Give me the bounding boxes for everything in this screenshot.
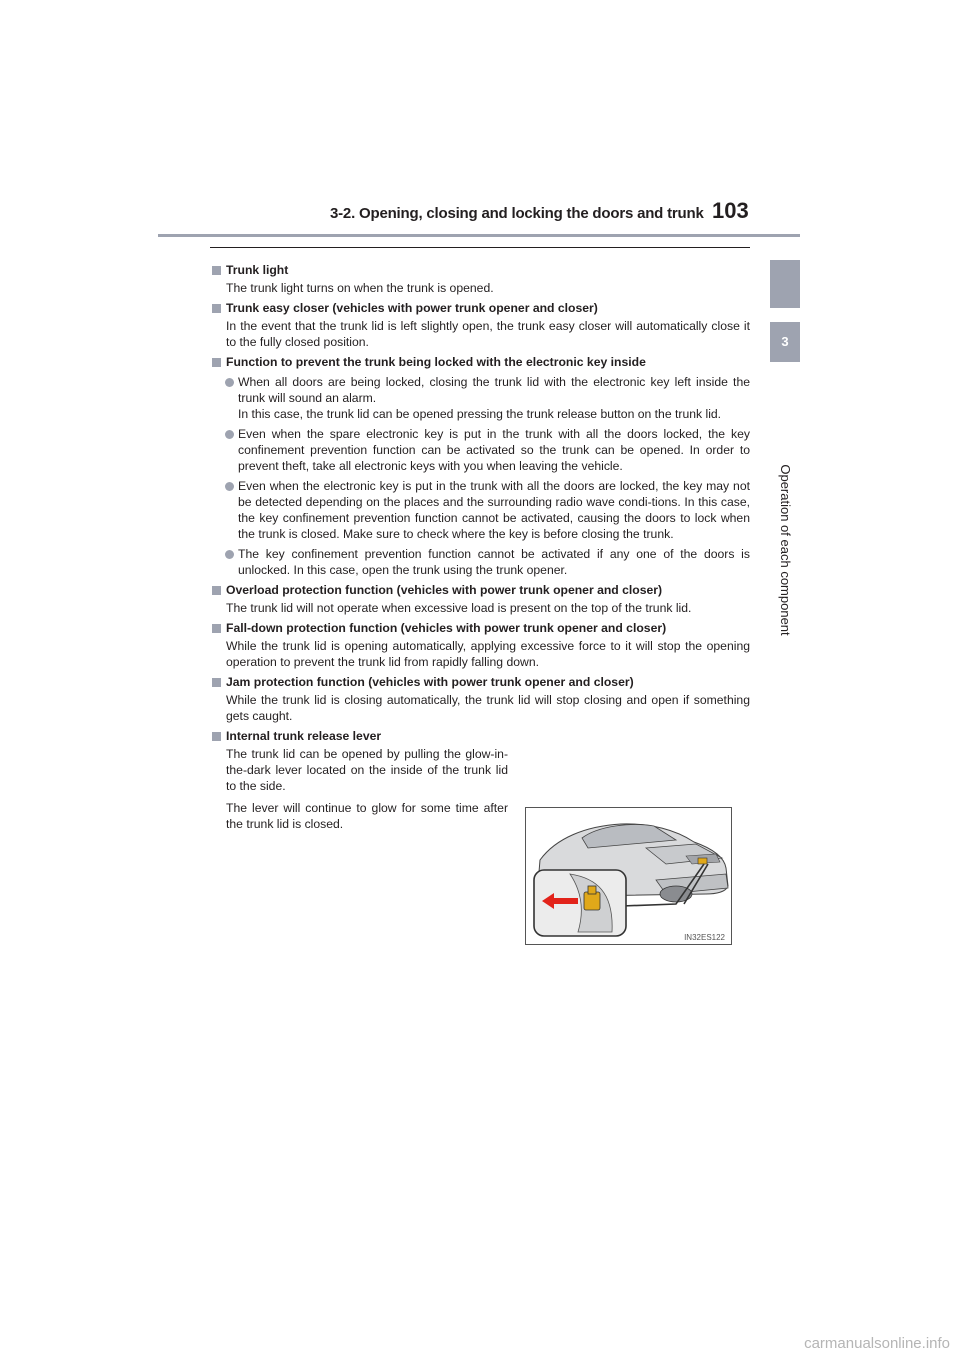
round-bullet-icon [225, 378, 234, 387]
para-fall-down: While the trunk lid is opening automatically, applying excessive force to it will stop the opening operation to prevent the trunk lid from rapidly falling down. [226, 639, 750, 669]
side-tab-label-box [770, 370, 800, 730]
round-bullet-icon [225, 430, 234, 439]
square-bullet-icon [212, 358, 221, 367]
heading-fall-down [212, 620, 750, 636]
round-bullet-icon [225, 482, 234, 491]
para-jam: While the trunk lid is closing automatically, the trunk lid will stop closing and open if something gets caught. [226, 693, 750, 723]
internal-release-text [226, 746, 508, 838]
para-easy-closer: In the event that the trunk lid is left slightly open, the trunk easy closer will automatically close it to the fully closed position. [226, 319, 750, 349]
bullet-text: Even when the spare electronic key is put in the trunk with all the doors locked, the key confinement prevention function can be activated so the trunk can be opened. In order to prevent theft, take all electronic keys with you when leaving the vehicle. [238, 427, 750, 473]
heading-trunk-light [212, 262, 750, 278]
heading-text: Fall-down protection function (vehicles with power trunk opener and closer) [226, 621, 667, 635]
heading-text: Jam protection function (vehicles with power trunk opener and closer) [226, 675, 634, 689]
round-bullet-icon [225, 550, 234, 559]
side-tab [770, 260, 800, 720]
content-rule [210, 247, 750, 248]
para-internal-release-2: The lever will continue to glow for some time after the trunk lid is closed. [226, 801, 508, 831]
heading-internal-release [212, 728, 750, 744]
bullet-text: When all doors are being locked, closing the trunk lid with the electronic key left inside the trunk will sound an alarm. [238, 375, 750, 405]
inset-lever [584, 892, 600, 910]
bullet-key-inside-2 [212, 426, 750, 474]
heading-text: Function to prevent the trunk being locked with the electronic key inside [226, 355, 646, 369]
bullet-text: Even when the electronic key is put in the trunk with all the doors are locked, the key may not be detected depending on the places and the surrounding radio wave condi-tions. In this case, the key confinement prevention function cannot be activated, causing the doors to lock when the trunk is closed. Make sure to check where the key is before closing the trunk. [238, 479, 750, 541]
square-bullet-icon [212, 266, 221, 275]
square-bullet-icon [212, 624, 221, 633]
bullet-key-inside-4 [212, 546, 750, 578]
square-bullet-icon [212, 304, 221, 313]
illustration-trunk-lever [525, 807, 732, 945]
heading-easy-closer [212, 300, 750, 316]
para-internal-release-1: The trunk lid can be opened by pulling the glow-in-the-dark lever located on the inside of the trunk lid to the side. [226, 747, 508, 793]
heading-text: Trunk easy closer (vehicles with power trunk opener and closer) [226, 301, 598, 315]
heading-text: Overload protection function (vehicles with power trunk opener and closer) [226, 583, 663, 597]
para-overload: The trunk lid will not operate when excessive load is present on the top of the trunk lid. [226, 601, 692, 615]
heading-key-inside [212, 354, 750, 370]
para-trunk-light: The trunk light turns on when the trunk is opened. [226, 281, 494, 295]
car-rear-illustration [526, 808, 732, 945]
square-bullet-icon [212, 586, 221, 595]
bullet-text: The key confinement prevention function cannot be activated if any one of the doors is unlocked. In this case, open the trunk using the trunk opener. [238, 547, 750, 577]
lever-location-marker [698, 858, 707, 864]
side-tab-chapter-number: 3 [770, 322, 800, 362]
square-bullet-icon [212, 678, 221, 687]
watermark: carmanualsonline.info [804, 1335, 950, 1352]
side-tab-chapter-label: Operation of each component [778, 464, 793, 636]
heading-jam [212, 674, 750, 690]
bullet-key-inside-3 [212, 478, 750, 542]
page-number: 103 [712, 198, 749, 223]
heading-text: Trunk light [226, 263, 289, 277]
section-title: 3-2. Opening, closing and locking the doors and trunk [330, 205, 704, 222]
figure-code: IN32ES122 [684, 933, 725, 942]
bullet-text: In this case, the trunk lid can be opened pressing the trunk release button on the trunk lid. [238, 407, 722, 421]
header-rule [158, 234, 800, 237]
side-tab-top-block [770, 260, 800, 308]
heading-overload [212, 582, 750, 598]
bullet-key-inside-1 [212, 374, 750, 422]
inset-lever-handle [588, 886, 596, 894]
square-bullet-icon [212, 732, 221, 741]
heading-text: Internal trunk release lever [226, 729, 382, 743]
